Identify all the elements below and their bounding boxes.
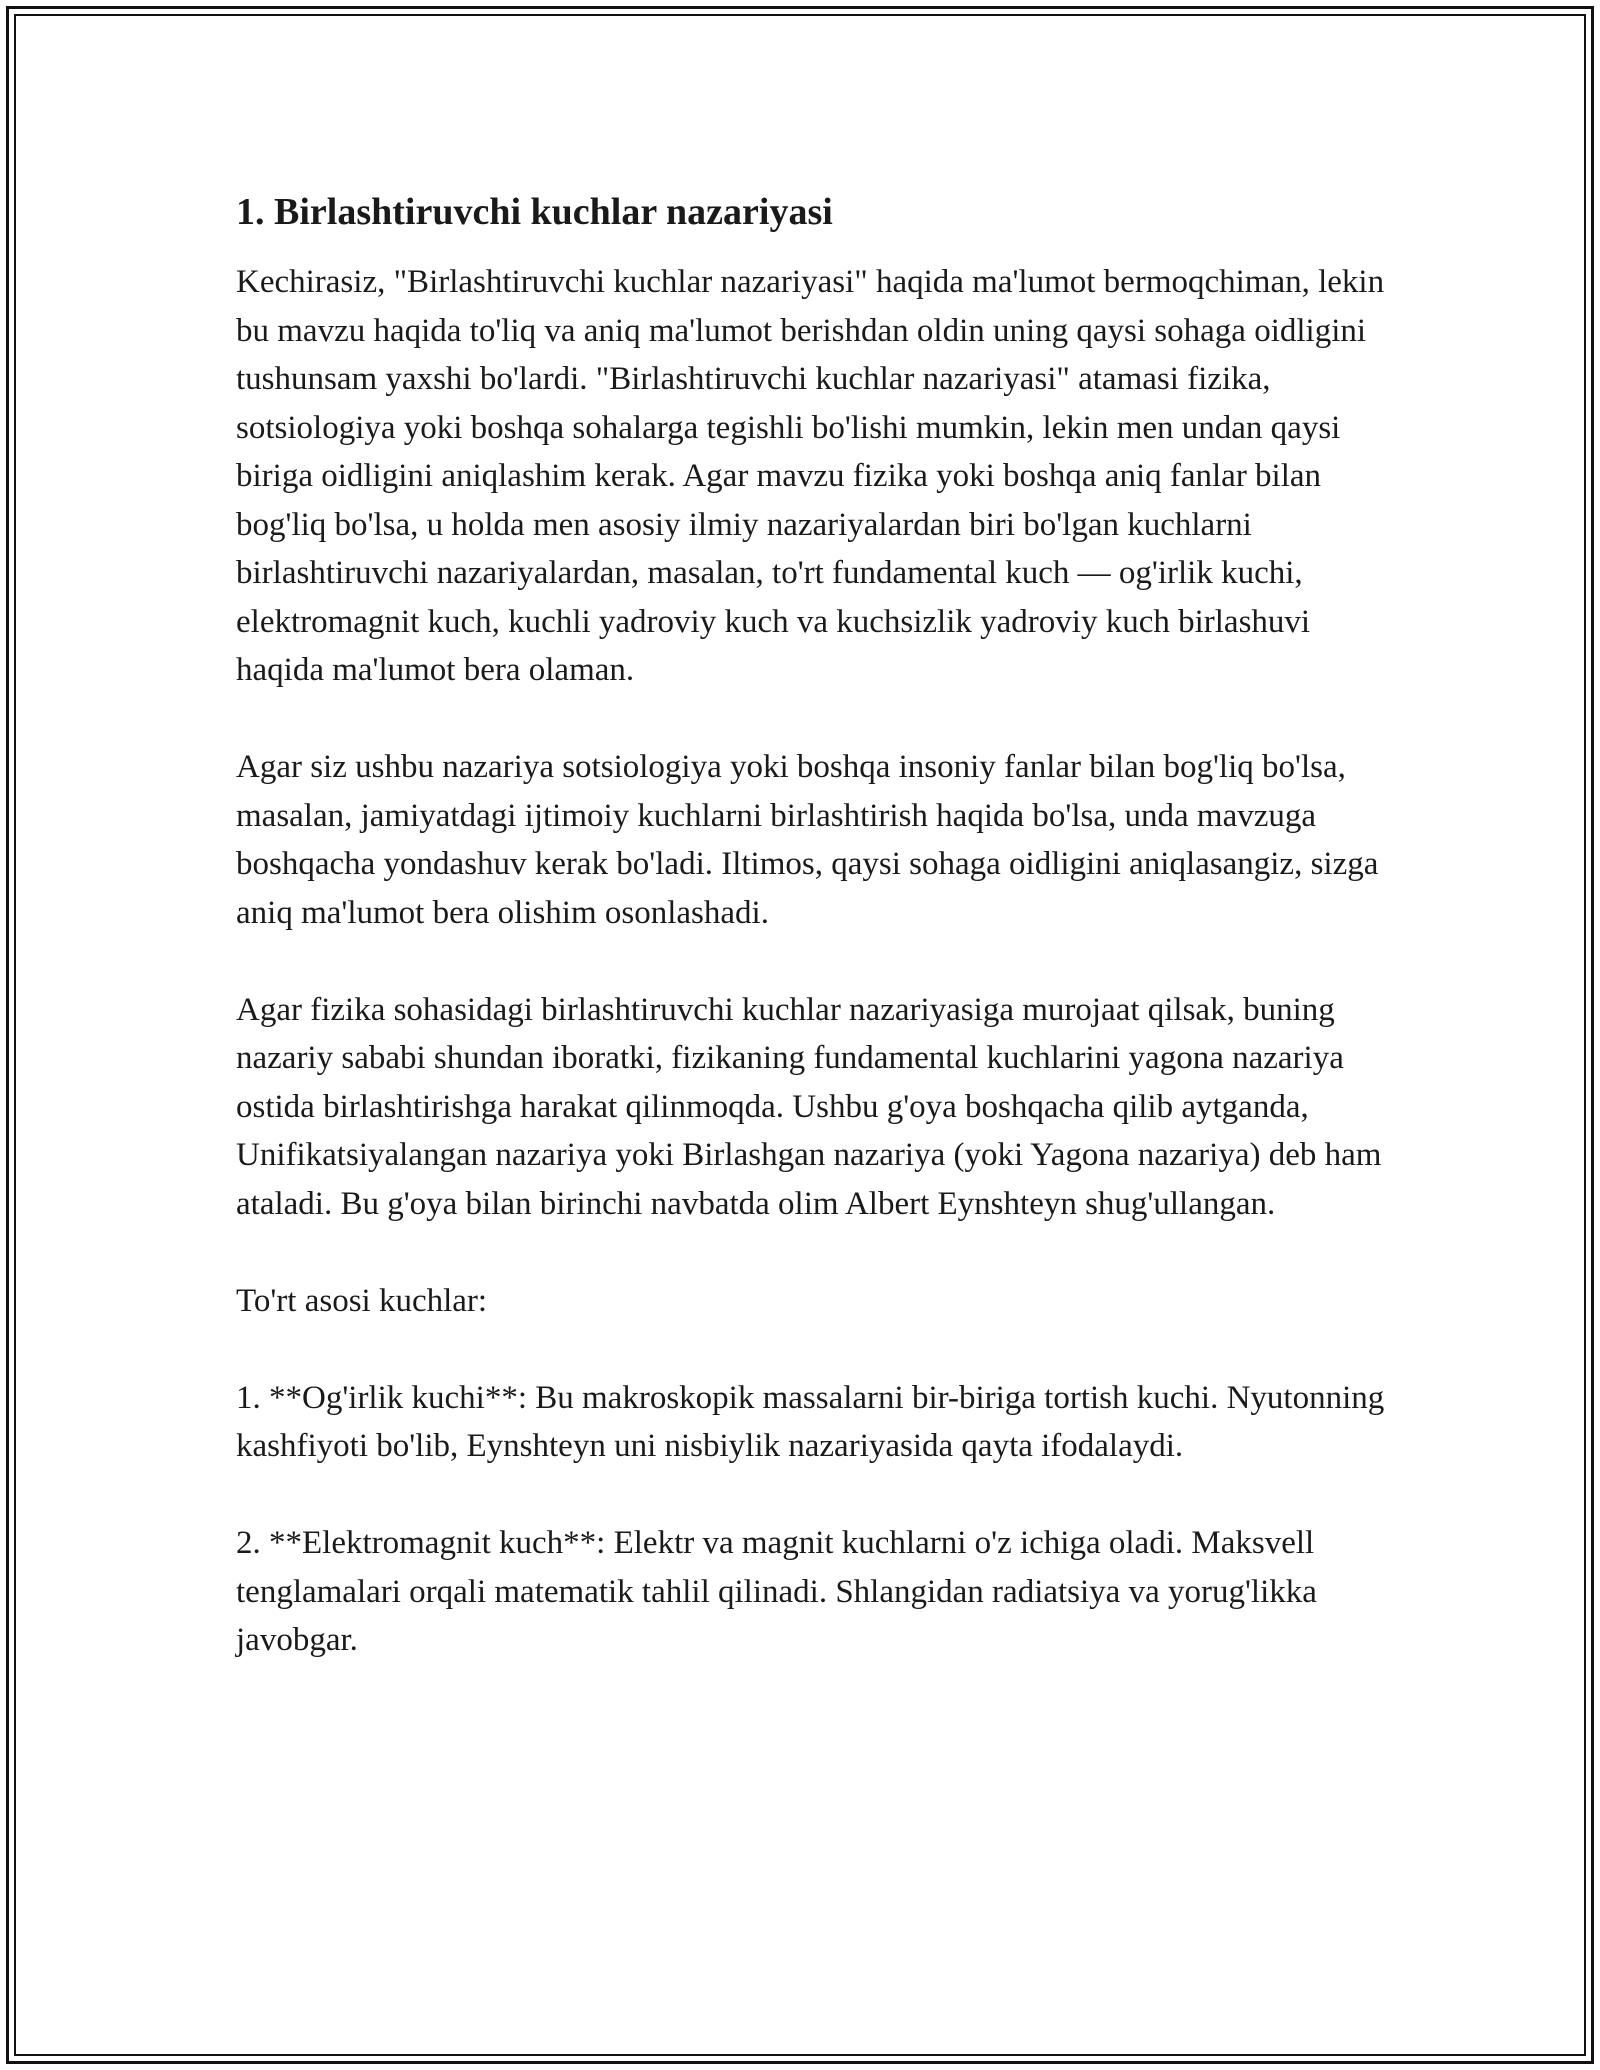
list-item-gravity: 1. **Og'irlik kuchi**: Bu makroskopik massalarni bir-biriga tortish kuchi. Nyutonning kashfiyoti bo'lib, Eynshteyn uni nisbiylik nazariyasida qayta ifodalaydi. (236, 1379, 1385, 1464)
document-title: 1. Birlashtiruvchi kuchlar nazariyasi (236, 191, 833, 233)
document-body (236, 186, 1386, 1665)
paragraph-physics: Agar fizika sohasidagi birlashtiruvchi kuchlar nazariyasiga murojaat qilsak, buning nazariy sababi shundan iboratki, fizikaning fundamental kuchlarini yagona nazariya ostida birlashtirishga harakat qilinmoqda. Ushbu g'oya boshqacha qilib aytganda, Unifikatsiyalangan nazariya yoki Birlashgan nazariya (yoki Yagona nazariya) deb ham ataladi. Bu g'oya bilan birinchi navbatda olim Albert Eynshteyn shug'ullangan. (236, 991, 1382, 1222)
paragraph-forces-heading: To'rt asosi kuchlar: (236, 1282, 488, 1319)
paragraph-sociology: Agar siz ushbu nazariya sotsiologiya yoki boshqa insoniy fanlar bilan bog'liq bo'lsa, masalan, jamiyatdagi ijtimoiy kuchlarni birlashtirish haqida bo'lsa, unda mavzuga boshqacha yondashuv kerak bo'ladi. Iltimos, qaysi sohaga oidligini aniqlasangiz, sizga aniq ma'lumot bera olishim osonlashadi. (236, 749, 1379, 931)
paragraph-intro: Kechirasiz, "Birlashtiruvchi kuchlar nazariyasi" haqida ma'lumot bermoqchiman, lekin bu mavzu haqida to'liq va aniq ma'lumot berishdan oldin uning qaysi sohaga oidligini tushunsam yaxshi bo'lardi. "Birlashtiruvchi kuchlar nazariyasi" atamasi fizika, sotsiologiya yoki boshqa sohalarga tegishli bo'lishi mumkin, lekin men undan qaysi biriga oidligini aniqlashim kerak. Agar mavzu fizika yoki boshqa aniq fanlar bilan bog'liq bo'lsa, u holda men asosiy ilmiy nazariyalardan biri bo'lgan kuchlarni birlashtiruvchi nazariyalardan, masalan, to'rt fundamental kuch — og'irlik kuchi, elektromagnit kuch, kuchli yadroviy kuch va kuchsizlik yadroviy kuch birlashuvi haqida ma'lumot bera olaman. (236, 264, 1385, 688)
list-item-electromagnetic: 2. **Elektromagnit kuch**: Elektr va magnit kuchlarni o'z ichiga oladi. Maksvell tenglamalari orqali matematik tahlil qilinadi. Shlangidan radiatsiya va yorug'likka javobgar. (236, 1525, 1317, 1658)
